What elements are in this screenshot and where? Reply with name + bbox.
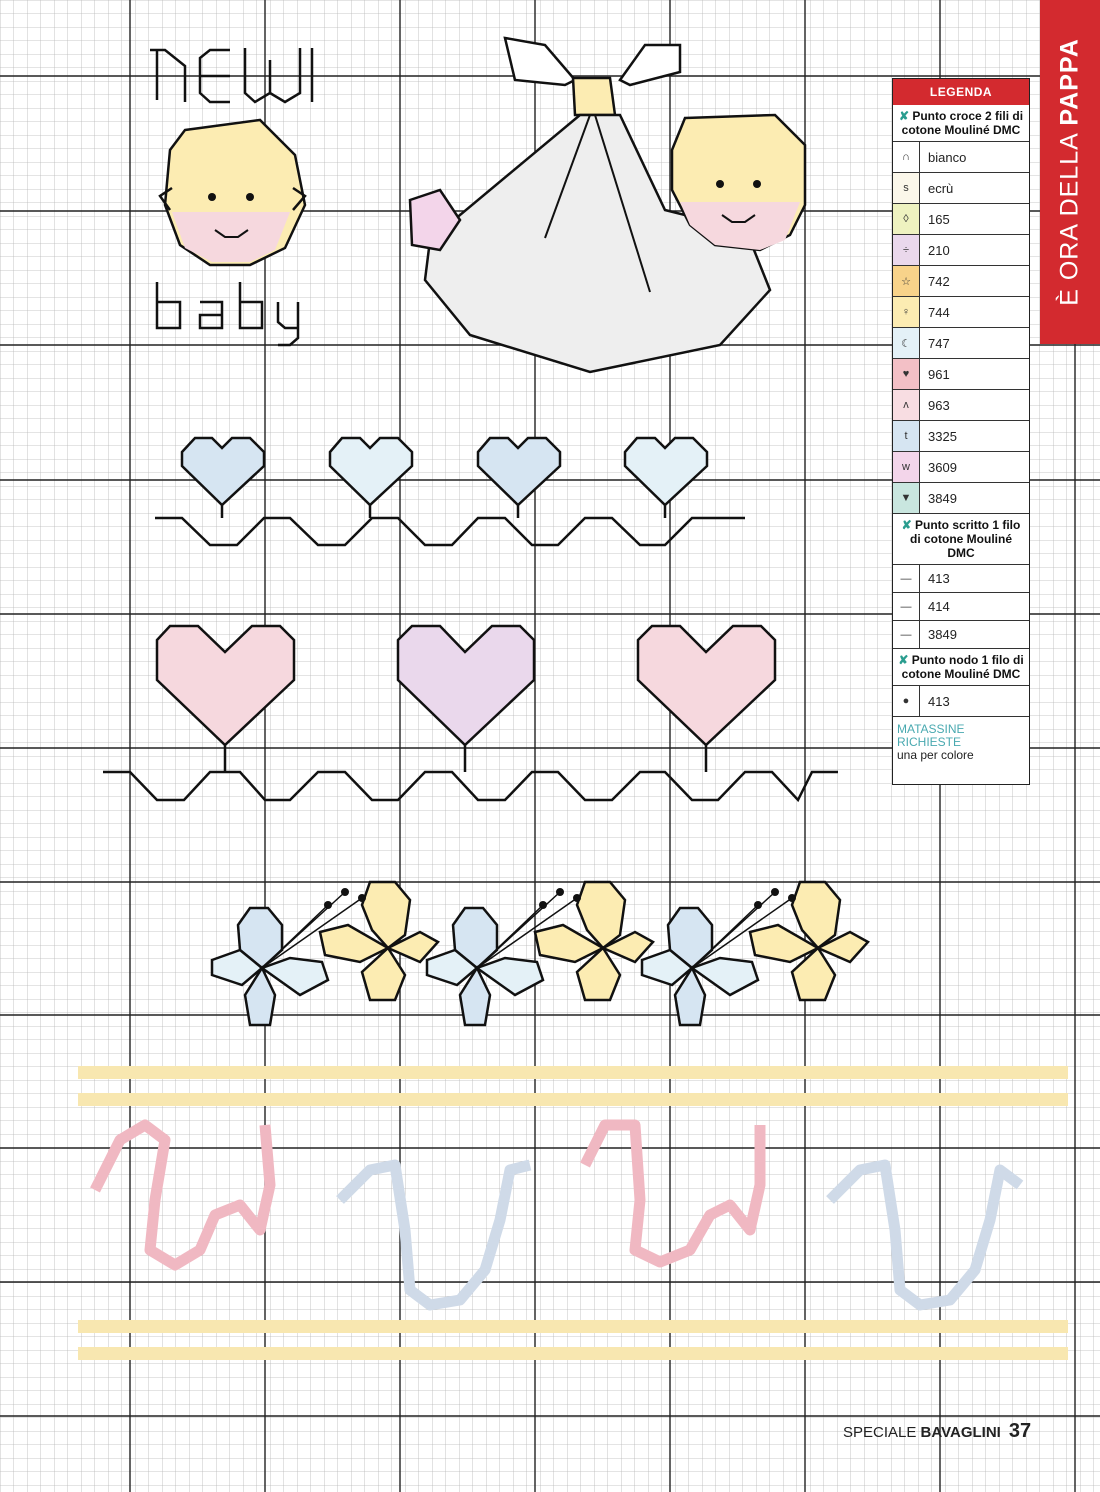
legend-section-cross-text: Punto croce 2 fili di cotone Mouliné DMC — [901, 109, 1024, 137]
legend-symbol: ▼ — [893, 483, 920, 513]
legend-label: 3609 — [928, 459, 957, 475]
section-tab-prefix: È ORA DELLA — [1055, 133, 1084, 306]
legend-symbol: ☆ — [893, 266, 920, 296]
legend-symbol: — — [893, 621, 920, 648]
legend-row-cross — [893, 297, 1029, 328]
legend-label: 3849 — [928, 627, 957, 642]
legend-row-cross — [893, 173, 1029, 204]
legend-section-knot-text: Punto nodo 1 filo di cotone Mouliné DMC — [901, 653, 1024, 681]
legend-symbol: ☾ — [893, 328, 920, 358]
footer-prefix: SPECIALE — [843, 1424, 917, 1441]
legend-row-cross — [893, 266, 1029, 297]
legend-label: 963 — [928, 397, 950, 413]
legend-label: ecrù — [928, 180, 954, 196]
legend-row-back — [893, 621, 1029, 649]
baby-face-left — [160, 120, 305, 265]
legend-label: 210 — [928, 242, 950, 258]
legend-label: 3325 — [928, 428, 957, 444]
legend-symbol: w — [893, 452, 920, 482]
legend-section-back: ✘ Punto scritto 1 filo di cotone Mouliné DMC — [893, 514, 1029, 565]
legend-label: 413 — [928, 693, 950, 709]
legend-symbol: ◊ — [893, 204, 920, 234]
section-tab — [1040, 0, 1100, 344]
page-number: 37 — [1008, 1420, 1032, 1442]
legend-row-back — [893, 593, 1029, 621]
legend-symbol: s — [893, 173, 920, 203]
footer-title: BAVAGLINI — [920, 1424, 1001, 1441]
legend-symbol: ♀ — [893, 297, 920, 327]
legend-row-cross — [893, 390, 1029, 421]
legend-label: 744 — [928, 304, 950, 320]
legend-row-back — [893, 565, 1029, 593]
legend-row-cross — [893, 142, 1029, 173]
legend-label: 742 — [928, 273, 950, 289]
legend-label: 747 — [928, 335, 950, 351]
legend-row-cross — [893, 359, 1029, 390]
skeins-text: una per colore — [897, 748, 974, 762]
skeins-title: MATASSINE RICHIESTE — [897, 722, 965, 749]
legend-title: LEGENDA — [893, 79, 1029, 105]
legend-label: bianco — [928, 149, 967, 165]
legend-section-cross: ✘ Punto croce 2 fili di cotone Mouliné DMC — [893, 105, 1029, 142]
legend-row-cross — [893, 328, 1029, 359]
legend-section-knot: ✘ Punto nodo 1 filo di cotone Mouliné DMC — [893, 649, 1029, 686]
legend-row-cross — [893, 204, 1029, 235]
section-tab-bold: PAPPA — [1055, 38, 1084, 126]
skeins-note — [893, 717, 1029, 762]
legend-row-cross — [893, 235, 1029, 266]
legend-label: 3849 — [928, 490, 957, 506]
legend-symbol: — — [893, 593, 920, 620]
legend-symbol: — — [893, 565, 920, 592]
legend-label: 165 — [928, 211, 950, 227]
legend-symbol: ● — [893, 686, 920, 716]
legend-row-cross — [893, 421, 1029, 452]
legend-row-cross — [893, 452, 1029, 483]
page-footer — [843, 1420, 1031, 1443]
legend-label: 961 — [928, 366, 950, 382]
legend-section-back-text: Punto scritto 1 filo di cotone Mouliné DMC — [910, 518, 1021, 560]
legend-symbol: ♥ — [893, 359, 920, 389]
legend-symbol: ∩ — [893, 142, 920, 172]
legend-symbol: ÷ — [893, 235, 920, 265]
legend-row-knot — [893, 686, 1029, 717]
legend-row-cross — [893, 483, 1029, 514]
legend-label: 413 — [928, 571, 950, 586]
legend-symbol: t — [893, 421, 920, 451]
legend-panel — [892, 78, 1030, 785]
legend-label: 414 — [928, 599, 950, 614]
legend-symbol: ʌ — [893, 390, 920, 420]
